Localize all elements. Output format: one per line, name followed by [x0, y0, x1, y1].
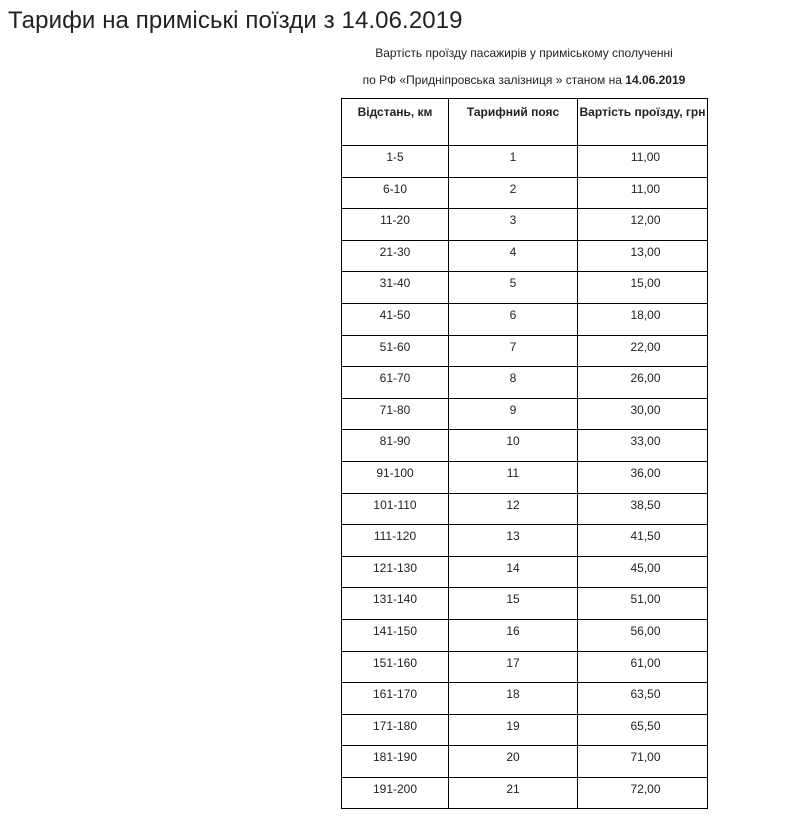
- cell-price: 71,00: [578, 746, 708, 778]
- cell-price: 63,50: [578, 683, 708, 715]
- table-row: [342, 746, 708, 778]
- subcaption-text: по РФ «Придніпровська залізниця » станом на: [362, 73, 626, 87]
- table-row: [342, 493, 708, 525]
- cell-distance: 61-70: [342, 367, 449, 399]
- cell-price: 13,00: [578, 240, 708, 272]
- cell-price: 36,00: [578, 461, 708, 493]
- table-row: [342, 683, 708, 715]
- cell-zone: 10: [449, 430, 578, 462]
- table-row: [342, 430, 708, 462]
- cell-distance: 51-60: [342, 335, 449, 367]
- cell-zone: 13: [449, 525, 578, 557]
- table-row: [342, 367, 708, 399]
- cell-distance: 71-80: [342, 398, 449, 430]
- header-distance: Відстань, км: [342, 99, 449, 146]
- table-row: [342, 461, 708, 493]
- cell-distance: 1-5: [342, 146, 449, 178]
- cell-zone: 21: [449, 777, 578, 809]
- cell-zone: 19: [449, 714, 578, 746]
- table-row: [342, 556, 708, 588]
- cell-distance: 121-130: [342, 556, 449, 588]
- cell-distance: 131-140: [342, 588, 449, 620]
- cell-price: 33,00: [578, 430, 708, 462]
- cell-zone: 18: [449, 683, 578, 715]
- cell-price: 11,00: [578, 177, 708, 209]
- cell-zone: 11: [449, 461, 578, 493]
- table-row: [342, 619, 708, 651]
- table-row: [342, 525, 708, 557]
- cell-price: 65,50: [578, 714, 708, 746]
- cell-distance: 81-90: [342, 430, 449, 462]
- header-zone: Тарифний пояс: [449, 99, 578, 146]
- cell-price: 18,00: [578, 303, 708, 335]
- cell-price: 38,50: [578, 493, 708, 525]
- cell-distance: 101-110: [342, 493, 449, 525]
- cell-price: 61,00: [578, 651, 708, 683]
- table-caption: Вартість проїзду пасажирів у приміському сполученні: [375, 46, 673, 60]
- cell-zone: 4: [449, 240, 578, 272]
- cell-distance: 111-120: [342, 525, 449, 557]
- cell-price: 11,00: [578, 146, 708, 178]
- cell-zone: 17: [449, 651, 578, 683]
- cell-zone: 14: [449, 556, 578, 588]
- cell-distance: 171-180: [342, 714, 449, 746]
- cell-distance: 161-170: [342, 683, 449, 715]
- cell-price: 26,00: [578, 367, 708, 399]
- table-header-row: [342, 99, 708, 146]
- table-row: [342, 240, 708, 272]
- cell-price: 30,00: [578, 398, 708, 430]
- table-row: [342, 146, 708, 178]
- cell-price: 41,50: [578, 525, 708, 557]
- cell-zone: 15: [449, 588, 578, 620]
- cell-distance: 11-20: [342, 209, 449, 241]
- cell-zone: 7: [449, 335, 578, 367]
- table-row: [342, 209, 708, 241]
- cell-distance: 191-200: [342, 777, 449, 809]
- cell-zone: 16: [449, 619, 578, 651]
- cell-zone: 5: [449, 272, 578, 304]
- cell-zone: 2: [449, 177, 578, 209]
- cell-price: 72,00: [578, 777, 708, 809]
- cell-distance: 181-190: [342, 746, 449, 778]
- cell-zone: 3: [449, 209, 578, 241]
- table-row: [342, 177, 708, 209]
- cell-price: 51,00: [578, 588, 708, 620]
- table-row: [342, 398, 708, 430]
- cell-price: 56,00: [578, 619, 708, 651]
- cell-price: 15,00: [578, 272, 708, 304]
- table-row: [342, 651, 708, 683]
- cell-zone: 9: [449, 398, 578, 430]
- table-row: [342, 272, 708, 304]
- cell-zone: 20: [449, 746, 578, 778]
- cell-distance: 21-30: [342, 240, 449, 272]
- table-row: [342, 303, 708, 335]
- cell-distance: 91-100: [342, 461, 449, 493]
- cell-distance: 6-10: [342, 177, 449, 209]
- cell-distance: 41-50: [342, 303, 449, 335]
- fare-table: [341, 98, 708, 809]
- cell-zone: 6: [449, 303, 578, 335]
- table-row: [342, 777, 708, 809]
- cell-distance: 141-150: [342, 619, 449, 651]
- page-title: Тарифи на приміські поїзди з 14.06.2019: [8, 7, 463, 34]
- cell-distance: 31-40: [342, 272, 449, 304]
- table-row: [342, 588, 708, 620]
- cell-distance: 151-160: [342, 651, 449, 683]
- table-subcaption: [341, 73, 707, 87]
- cell-price: 45,00: [578, 556, 708, 588]
- table-row: [342, 714, 708, 746]
- table-body: [342, 146, 708, 809]
- cell-zone: 1: [449, 146, 578, 178]
- cell-zone: 8: [449, 367, 578, 399]
- table-row: [342, 335, 708, 367]
- cell-price: 22,00: [578, 335, 708, 367]
- subcaption-date: 14.06.2019: [625, 73, 686, 87]
- cell-zone: 12: [449, 493, 578, 525]
- header-price: Вартість проїзду, грн: [578, 99, 708, 146]
- cell-price: 12,00: [578, 209, 708, 241]
